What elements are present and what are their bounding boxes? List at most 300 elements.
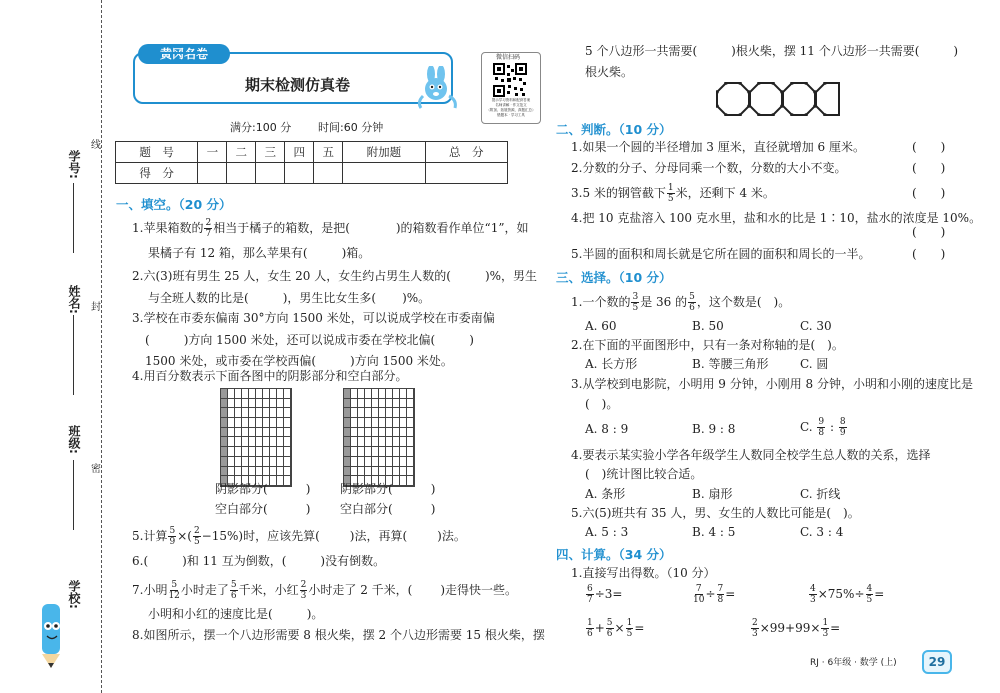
tf-text: 3.5 米的钢管截下 xyxy=(571,186,666,200)
calc-expr-2: $\frac{7}{10}$ ÷ $\frac{7}{8}$ = xyxy=(693,584,736,605)
mc-q1-option-b[interactable]: B. 50 xyxy=(692,319,724,333)
grid-cell xyxy=(235,408,242,418)
grid-cell xyxy=(379,399,386,409)
grid-cell xyxy=(221,389,228,399)
grid-cell xyxy=(400,399,407,409)
grid-cell xyxy=(351,447,358,457)
fraction xyxy=(817,417,825,438)
binding-dashed-line xyxy=(101,0,102,693)
grid-cell xyxy=(263,399,270,409)
school-label: 学校: xyxy=(67,580,81,609)
tf-item-2: 2.分数的分子、分母同乘一个数，分数的大小不变。 xyxy=(571,161,847,175)
q5-text: )法。 xyxy=(437,529,466,543)
grid-cell xyxy=(256,457,263,467)
grid-cell xyxy=(386,389,393,399)
grid-cell xyxy=(358,447,365,457)
grid-cell xyxy=(344,437,351,447)
grid-cell xyxy=(249,399,256,409)
grid-cell xyxy=(372,437,379,447)
score-header-cell: 题 号 xyxy=(116,142,198,163)
score-entry-cell[interactable] xyxy=(227,163,256,184)
tf-answer-box-4[interactable]: ( ) xyxy=(912,225,946,239)
calc-sub-heading: 1.直接写出得数。（10 分） xyxy=(571,566,716,580)
fraction xyxy=(193,526,201,547)
grid-cell xyxy=(407,389,414,399)
q1-text: 果橘子有 12 箱，那么苹果有( xyxy=(148,246,308,260)
grid-cell xyxy=(235,457,242,467)
grid-cell xyxy=(407,408,414,418)
grid-cell xyxy=(407,418,414,428)
section-calculation-heading: 四、计算。（34 分） xyxy=(556,547,672,562)
grid-cell xyxy=(277,447,284,457)
grid-cell xyxy=(221,437,228,447)
grid-cell xyxy=(249,447,256,457)
grid-cell xyxy=(235,428,242,438)
grid-cell xyxy=(407,467,414,477)
grid-cell xyxy=(372,399,379,409)
q8-cont-line2: 根火柴。 xyxy=(585,65,634,79)
q5-text: )法，再算( xyxy=(349,529,408,543)
grid-cell xyxy=(228,408,235,418)
q2-text: )，男生比女生多( xyxy=(282,291,377,305)
grid-cell xyxy=(351,437,358,447)
calc-expr-4: $\frac{1}{6}$ + $\frac{5}{6}$ × $\frac{1}{5}$ = xyxy=(587,618,645,639)
q6-text: 6.( xyxy=(132,554,149,568)
fraction-den: 6 xyxy=(689,303,695,313)
fraction xyxy=(168,526,176,547)
mc-q2: 2.在下面的平面图形中，只有一条对称轴的是( )。 xyxy=(571,338,844,352)
grid-cell xyxy=(270,447,277,457)
fraction xyxy=(230,580,238,601)
grid-cell xyxy=(256,437,263,447)
grid-cell xyxy=(365,389,372,399)
score-header-cell: 二 xyxy=(227,142,256,163)
mc-q3-option-c[interactable]: C. $\frac{9}{8}$ : $\frac{8}{9}$ xyxy=(800,417,846,438)
tf-answer-box-5[interactable]: ( ) xyxy=(912,247,946,261)
q7-line2 xyxy=(148,606,323,622)
label-text: ) xyxy=(430,482,436,496)
grid-cell xyxy=(270,408,277,418)
mc-q1 xyxy=(571,292,790,313)
mc-q5-option-c[interactable]: C. 3 : 4 xyxy=(800,525,844,539)
grid-cell xyxy=(393,408,400,418)
section-choice-heading: 三、选择。（10 分） xyxy=(556,270,672,285)
tf-item-1: 1.如果一个圆的半径增加 3 厘米，直径就增加 6 厘米。 xyxy=(571,140,865,154)
grid-cell xyxy=(379,389,386,399)
mc-q4-option-b[interactable]: B. 扇形 xyxy=(692,487,733,501)
rabbit-mascot-icon xyxy=(413,66,461,110)
label-text: ) xyxy=(305,482,311,496)
grid-cell xyxy=(277,389,284,399)
grid-cell xyxy=(242,428,249,438)
q2-text: )%。 xyxy=(402,291,431,305)
fraction-num: 1 xyxy=(667,183,674,193)
q3-line2 xyxy=(145,332,474,348)
q7-line1 xyxy=(132,580,517,601)
grid-cell xyxy=(386,437,393,447)
grid-cell xyxy=(235,389,242,399)
grid-cell xyxy=(351,418,358,428)
score-entry-cell[interactable] xyxy=(198,163,227,184)
q5-text: −15%)时，应该先算( xyxy=(201,529,320,543)
q4-text: 4.用百分数表示下面各图中的阴影部分和空白部分。 xyxy=(132,369,408,383)
grid-cell xyxy=(277,467,284,477)
grid-cell xyxy=(249,457,256,467)
grid-cell xyxy=(344,408,351,418)
fraction-den: 12 xyxy=(168,591,180,601)
grid2-blank-label xyxy=(340,501,435,517)
mc-q1-option-c[interactable]: C. 30 xyxy=(800,319,832,333)
q7-text: 千米，小红 xyxy=(238,583,299,597)
fraction xyxy=(204,218,212,239)
grid-cell xyxy=(249,428,256,438)
score-header-cell: 总 分 xyxy=(425,142,507,163)
q5-text: 5.计算 xyxy=(132,529,168,543)
pencil-mascot-icon xyxy=(34,598,68,670)
grid-cell xyxy=(358,389,365,399)
score-header-cell: 附加题 xyxy=(343,142,425,163)
grid-cell xyxy=(277,408,284,418)
exam-time: 时间:60 分钟 xyxy=(318,121,384,134)
grid-cell xyxy=(407,437,414,447)
grid-cell xyxy=(358,399,365,409)
fraction-den: 7 xyxy=(205,229,212,239)
grid-cell xyxy=(344,399,351,409)
q3-text: )方向 1500 米处，还可以说成市委在学校北偏( xyxy=(183,333,436,347)
class-line xyxy=(73,460,74,530)
grid-cell xyxy=(228,447,235,457)
score-table-header-row xyxy=(116,142,508,163)
grid-cell xyxy=(379,467,386,477)
grid-cell xyxy=(407,399,414,409)
fraction-den: 5 xyxy=(193,537,200,547)
grid-cell xyxy=(277,457,284,467)
page-number-badge: 29 xyxy=(922,650,952,674)
fraction-num: 5 xyxy=(169,526,176,536)
page-title: 期末检测仿真卷 xyxy=(245,76,351,94)
mc-q4-option-c[interactable]: C. 折线 xyxy=(800,487,841,501)
label-text: ) xyxy=(305,502,311,516)
grid1-shaded-label xyxy=(215,481,310,497)
fraction-den: 6 xyxy=(230,591,237,601)
grid-cell xyxy=(400,389,407,399)
grid-cell xyxy=(386,457,393,467)
grid-cell xyxy=(358,437,365,447)
tf-text: 米，还剩下 4 米。 xyxy=(675,186,775,200)
grid-cell xyxy=(249,437,256,447)
grid-cell xyxy=(365,457,372,467)
grid-cell xyxy=(344,447,351,457)
score-entry-cell[interactable] xyxy=(285,163,314,184)
q1-text: )箱。 xyxy=(341,246,371,260)
mc-q3: 3.从学校到电影院，小明用 9 分钟，小刚用 8 分钟，小明和小刚的速度比是 xyxy=(571,377,973,391)
footer-grade: RJ · 6年级 · 数学 (上) xyxy=(810,658,897,668)
score-entry-cell[interactable] xyxy=(256,163,285,184)
grid-cell xyxy=(221,457,228,467)
calc-expr-3: $\frac{4}{3}$ ×75%÷ $\frac{4}{5}$ = xyxy=(810,584,885,605)
mc-q5-option-b[interactable]: B. 4 : 5 xyxy=(692,525,736,539)
grid-cell xyxy=(263,437,270,447)
mc-q1-option-a[interactable]: A. 60 xyxy=(585,319,617,333)
mc-q4-option-a[interactable]: A. 条形 xyxy=(585,487,626,501)
qr-note-line: 错题本 · 学习工具 xyxy=(497,113,525,117)
mc-q5-option-a[interactable]: A. 5 : 3 xyxy=(585,525,629,539)
qr-note-line: （附加、拓展资源、真题汇总） xyxy=(486,108,536,112)
q7-text: )。 xyxy=(306,607,324,621)
grid-cell xyxy=(270,437,277,447)
grid-cell xyxy=(284,428,291,438)
q2-text: )%，男生 xyxy=(484,269,538,283)
grid-cell xyxy=(358,467,365,477)
seal-char-mi: 密 xyxy=(91,464,101,475)
name-label: 姓名: xyxy=(67,285,81,314)
grid-cell xyxy=(284,437,291,447)
grid-cell xyxy=(379,428,386,438)
grid-cell xyxy=(284,467,291,477)
qr-note-line: 名师讲解 · 作文范文 xyxy=(495,103,527,107)
tf-answer-box-3[interactable]: ( ) xyxy=(912,186,946,200)
q5-text: ×( xyxy=(177,529,192,543)
grid-cell xyxy=(256,447,263,457)
grid-cell xyxy=(386,447,393,457)
q3-line3 xyxy=(145,353,453,369)
grid-cell xyxy=(372,408,379,418)
grid-cell xyxy=(242,418,249,428)
q1-text-a: 1.苹果箱数的 xyxy=(132,221,204,235)
tf-item-3 xyxy=(571,183,775,204)
grid-cell xyxy=(358,408,365,418)
class-label: 班级: xyxy=(67,425,81,454)
grid-cell xyxy=(242,437,249,447)
grid-cell xyxy=(249,418,256,428)
grid-cell xyxy=(365,418,372,428)
fraction-num: 5 xyxy=(171,580,178,590)
score-table-score-row xyxy=(116,163,508,184)
calc-expr-1: $\frac{6}{7}$ ÷3= xyxy=(587,584,623,605)
seal-char-xian: 线 xyxy=(91,140,101,151)
grid-cell xyxy=(400,437,407,447)
grid-cell xyxy=(372,389,379,399)
grid-cell xyxy=(393,389,400,399)
q1-line2 xyxy=(148,245,370,261)
qr-code-icon[interactable] xyxy=(493,63,527,97)
grid-cell xyxy=(386,467,393,477)
grid-cell xyxy=(400,408,407,418)
grid-cell xyxy=(270,467,277,477)
qr-caption: 微信扫码 xyxy=(496,54,521,61)
section-fill-blank-heading: 一、填空。（20 分） xyxy=(116,197,232,212)
q1-text-b: 相当于橘子的箱数，是把( xyxy=(213,221,350,235)
qr-notes xyxy=(483,98,539,118)
grid-cell xyxy=(284,408,291,418)
q7-text: 小时走了 2 千米，( xyxy=(308,583,413,597)
fraction xyxy=(688,292,696,313)
grid-cell xyxy=(372,447,379,457)
mc-q3-option-a[interactable]: A. 8 : 9 xyxy=(585,422,629,436)
q7-text: 小明和小红的速度比是( xyxy=(148,607,273,621)
grid-cell xyxy=(277,437,284,447)
q6-text: )没有倒数。 xyxy=(320,554,386,568)
grid-cell xyxy=(358,428,365,438)
fraction xyxy=(168,580,179,601)
fraction-num: 2 xyxy=(193,526,200,536)
grid-cell xyxy=(365,437,372,447)
grid-cell xyxy=(344,467,351,477)
section-true-false-heading: 二、判断。（10 分） xyxy=(556,122,672,137)
q1-line1 xyxy=(132,218,528,239)
grid-cell xyxy=(242,447,249,457)
student-id-label: 学号: xyxy=(67,150,81,179)
score-header-cell: 五 xyxy=(314,142,343,163)
grid-cell xyxy=(365,467,372,477)
mc-q4-line2: ( )统计图比较合适。 xyxy=(585,467,703,481)
grid-cell xyxy=(249,408,256,418)
grid-cell xyxy=(270,399,277,409)
q2-text: 2.六(3)班有男生 25 人，女生 20 人，女生约占男生人数的( xyxy=(132,269,451,283)
grid-cell xyxy=(277,418,284,428)
q3-text: ) xyxy=(469,333,474,347)
grid-cell xyxy=(228,399,235,409)
grid-cell xyxy=(270,389,277,399)
grid-cell xyxy=(284,418,291,428)
mc-text: 1.一个数的 xyxy=(571,295,631,309)
mc-q4: 4.要表示某实验小学各年级学生人数同全校学生总人数的关系，选择 xyxy=(571,448,931,462)
score-row-label: 得 分 xyxy=(116,163,198,184)
grid-cell xyxy=(270,418,277,428)
grid-cell xyxy=(228,437,235,447)
fraction-num: 5 xyxy=(689,292,695,302)
grid-cell xyxy=(372,457,379,467)
mc-text: ，这个数是( )。 xyxy=(696,295,791,309)
grid-cell xyxy=(242,467,249,477)
tf-answer-box-1[interactable]: ( ) xyxy=(912,140,946,154)
calc-expr-5: $\frac{2}{3}$ ×99+99× $\frac{1}{3}$ = xyxy=(752,618,841,639)
grid-cell xyxy=(372,467,379,477)
grid-cell xyxy=(365,428,372,438)
mc-q2-option-b[interactable]: B. 等腰三角形 xyxy=(692,357,769,371)
grid-cell xyxy=(400,467,407,477)
q8-text: )根火柴，摆 11 个八边形一共需要( xyxy=(731,44,920,58)
grid-cell xyxy=(256,418,263,428)
grid-cell xyxy=(386,399,393,409)
q7-text: 7.小明 xyxy=(132,583,168,597)
grid-cell xyxy=(407,447,414,457)
fraction-den: 9 xyxy=(169,537,176,547)
grid-cell xyxy=(344,418,351,428)
grid-cell xyxy=(365,399,372,409)
grid-cell xyxy=(407,428,414,438)
grid-cell xyxy=(221,418,228,428)
grid-cell xyxy=(379,437,386,447)
grid2-shaded-label xyxy=(340,481,435,497)
grid-cell xyxy=(228,389,235,399)
q8-text: 5 个八边形一共需要( xyxy=(585,44,698,58)
grid-cell xyxy=(235,447,242,457)
fraction-den: 8 xyxy=(818,428,825,438)
fraction-num: 5 xyxy=(230,580,237,590)
mc-q3-option-b[interactable]: B. 9 : 8 xyxy=(692,422,736,436)
fraction-num: 3 xyxy=(632,292,639,302)
grid-cell xyxy=(400,418,407,428)
full-score: 满分:100 分 xyxy=(230,121,292,134)
grid-cell xyxy=(221,408,228,418)
grid-cell xyxy=(284,457,291,467)
fraction-num: 8 xyxy=(839,417,846,427)
grid-cell xyxy=(400,428,407,438)
grid-cell xyxy=(284,447,291,457)
grid-cell xyxy=(407,457,414,467)
fraction-den: 9 xyxy=(839,428,846,438)
q3-text: )方向 1500 米处。 xyxy=(350,354,453,368)
score-entry-cell[interactable] xyxy=(314,163,343,184)
grid-cell xyxy=(242,408,249,418)
fraction-num: 9 xyxy=(818,417,825,427)
grid-cell xyxy=(235,467,242,477)
tf-answer-box-2[interactable]: ( ) xyxy=(912,161,946,175)
grid-cell xyxy=(242,389,249,399)
grid-cell xyxy=(221,428,228,438)
grid-cell xyxy=(263,408,270,418)
grid-cell xyxy=(379,418,386,428)
grid-cell xyxy=(351,399,358,409)
tf-item-5: 5.半圆的面积和周长就是它所在圆的面积和周长的一半。 xyxy=(571,247,871,261)
score-entry-cell[interactable] xyxy=(425,163,507,184)
grid-cell xyxy=(270,457,277,467)
grid-cell xyxy=(365,408,372,418)
label-text: 阴影部分( xyxy=(215,482,268,496)
q8-cont-line1 xyxy=(585,43,958,59)
grid-cell xyxy=(379,447,386,457)
grid-cell xyxy=(235,418,242,428)
grid-cell xyxy=(263,418,270,428)
grid-cell xyxy=(400,457,407,467)
grid-cell xyxy=(284,399,291,409)
grid-cell xyxy=(372,418,379,428)
fraction-num: 2 xyxy=(300,580,307,590)
grid-cell xyxy=(277,399,284,409)
grid-cell xyxy=(228,428,235,438)
grid1-blank-label xyxy=(215,501,310,517)
grid-cell xyxy=(365,447,372,457)
mc-q3-line2: ( )。 xyxy=(585,397,619,411)
grid-cell xyxy=(386,408,393,418)
grid-cell xyxy=(351,457,358,467)
grid-cell xyxy=(393,428,400,438)
grid-cell xyxy=(358,418,365,428)
hundred-grid-1 xyxy=(220,388,292,487)
fraction xyxy=(631,292,639,313)
q1-text-c: )的箱数看作单位“1”，如 xyxy=(395,221,529,235)
label-text: 空白部分( xyxy=(215,502,268,516)
label-text: 阴影部分( xyxy=(340,482,393,496)
grid-cell xyxy=(393,447,400,457)
grid-cell xyxy=(263,428,270,438)
grid-cell xyxy=(351,408,358,418)
score-entry-cell[interactable] xyxy=(343,163,425,184)
grid-cell xyxy=(344,457,351,467)
score-header-cell: 四 xyxy=(285,142,314,163)
q8-line1: 8.如图所示，摆一个八边形需要 8 根火柴，摆 2 个八边形需要 15 根火柴，摆 xyxy=(132,628,545,642)
brand-logo: 黄冈名卷 xyxy=(138,44,230,64)
grid-cell xyxy=(256,408,263,418)
grid-cell xyxy=(284,389,291,399)
grid-cell xyxy=(228,457,235,467)
fraction xyxy=(300,580,308,601)
grid-cell xyxy=(351,428,358,438)
grid-cell xyxy=(242,399,249,409)
mc-q2-option-a[interactable]: A. 长方形 xyxy=(585,357,638,371)
mc-q2-option-c[interactable]: C. 圆 xyxy=(800,357,829,371)
